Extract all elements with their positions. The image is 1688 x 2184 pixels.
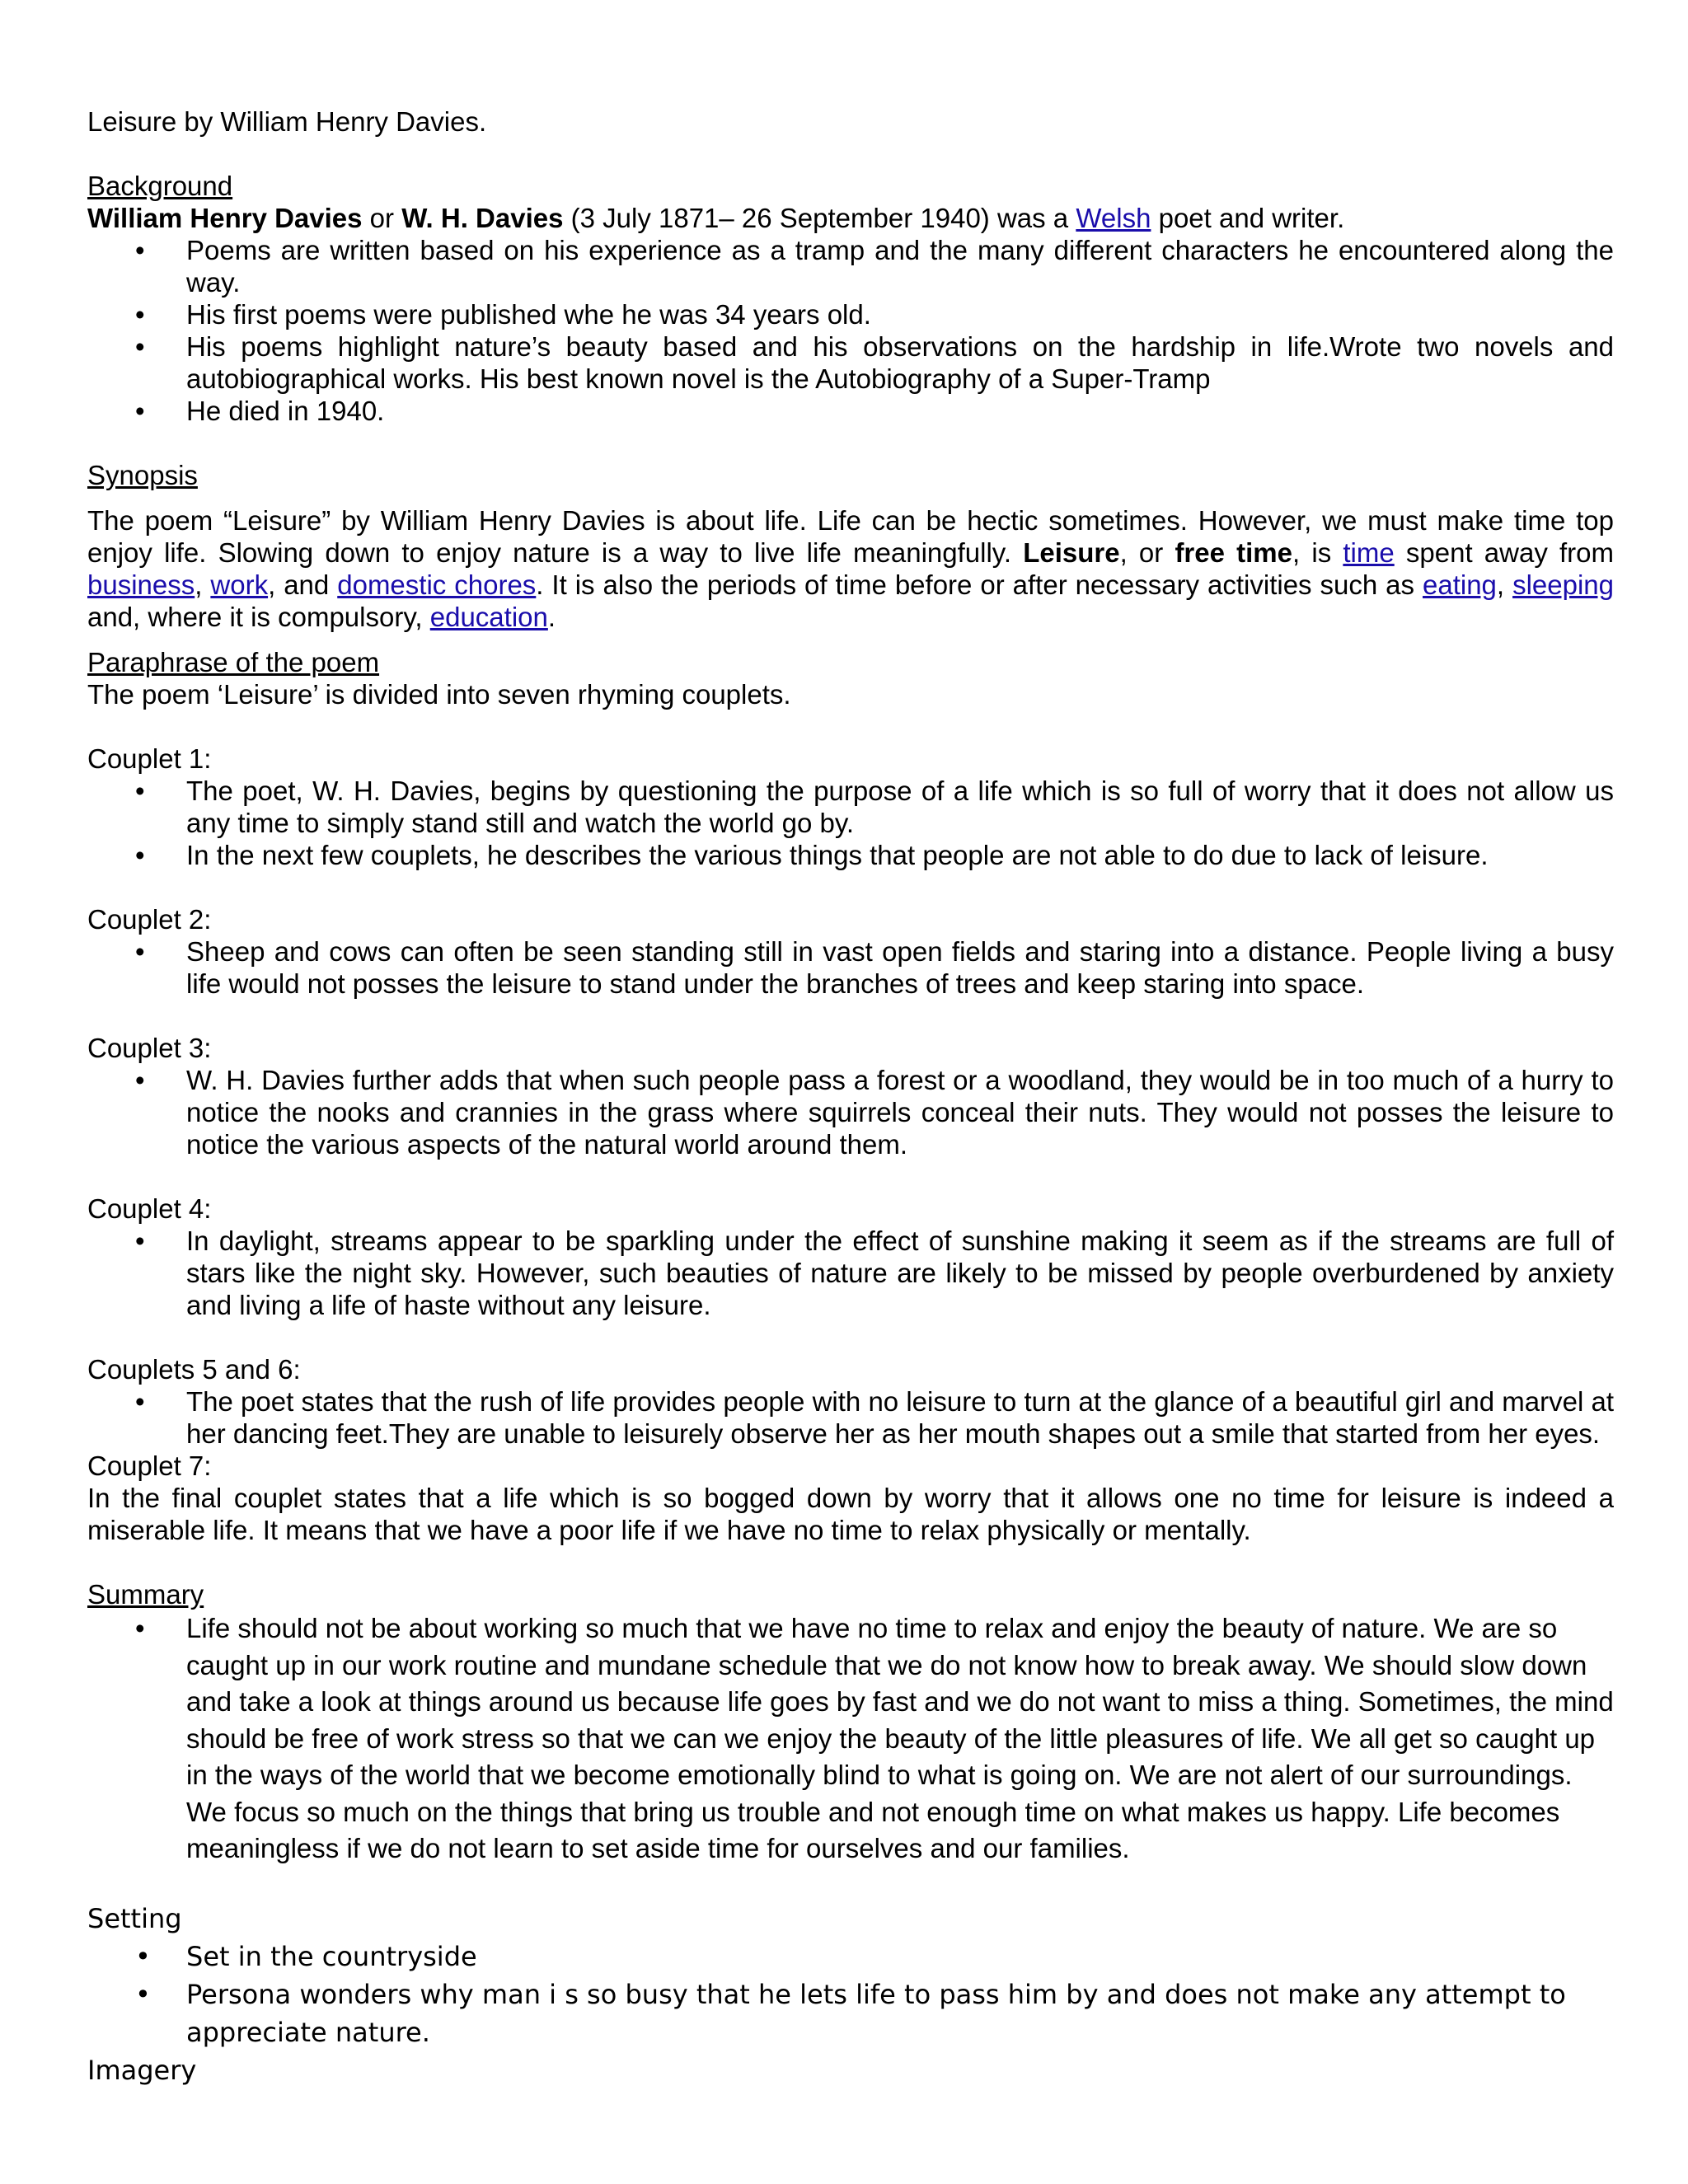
paraphrase-heading: Paraphrase of the poem — [87, 647, 380, 677]
list-item: • The poet states that the rush of life provides people with no leisure to turn at the glance of a beautiful girl and marvel at her dancing feet.They are unable to leisurely observe her as her mouth shapes out a smile that started from her eyes. — [87, 1385, 1614, 1450]
couplets-5-6-label: Couplets 5 and 6: — [87, 1354, 301, 1385]
couplets-5-6-bullets — [87, 1385, 1614, 1450]
imagery-heading: Imagery — [87, 2054, 197, 2086]
education-link[interactable]: education — [429, 602, 548, 632]
synopsis-paragraph: The poem “Leisure” by William Henry Davies is about life. Life can be hectic sometimes. However, we must make time top enjoy life. Slowing down to enjoy nature is a way to live life meaningfully. Leisure, or free time, is time spent away from business, work, and domestic chores. It is also the periods of time before or after necessary activities such as eating, sleeping and, where it is compulsory, education. — [87, 505, 1615, 632]
couplet-2-bullets — [87, 935, 1614, 1000]
list-item: • Life should not be about working so much that we have no time to relax and enjoy the beauty of nature. We are so caught up in our work routine and mundane schedule that we do not know how to break away. We should slow down and take a look at things around us because life goes by fast and we do not want to miss a thing. Sometimes, the mind should be free of work stress so that we can we enjoy the beauty of the little pleasures of life. We all get so caught up in the ways of the world that we become emotionally blind to what is going on. We are not alert of our surroundings. We focus so much on the things that bring us trouble and not enough time on what makes us happy. Life becomes meaningless if we do not learn to set aside time for ourselves and our families. — [87, 1610, 1614, 1868]
sleeping-link[interactable]: sleeping — [1512, 569, 1614, 600]
list-item: • Poems are written based on his experience as a tramp and the many different characters he encountered along the way. — [87, 234, 1614, 298]
list-item: • Persona wonders why man i s so busy that he lets life to pass him by and does not make any attempt to appreciate nature. — [87, 1975, 1614, 2051]
couplet-4-label: Couplet 4: — [87, 1193, 212, 1224]
list-item: • His first poems were published whe he was 34 years old. — [87, 298, 1614, 330]
work-link[interactable]: work — [210, 569, 269, 600]
couplet-7-text: In the final couplet states that a life which is so bogged down by worry that it allows one no time for leisure is indeed a miserable life. It means that we have a poor life if we have no time to relax physically or mentally. — [87, 1483, 1614, 1545]
setting-heading: Setting — [87, 1902, 182, 1934]
eating-link[interactable]: eating — [1423, 569, 1497, 600]
couplet-1-label: Couplet 1: — [87, 743, 212, 774]
list-item: • Set in the countryside — [87, 1938, 1614, 1975]
couplet-3-bullets — [87, 1064, 1614, 1160]
list-item: • His poems highlight nature’s beauty based and his observations on the hardship in life.Wrote two novels and autobiographical works. His best known novel is the Autobiography of a Super-Tramp — [87, 330, 1614, 395]
time-link[interactable]: time — [1343, 537, 1395, 568]
welsh-link[interactable]: Welsh — [1076, 203, 1151, 233]
couplet-2-label: Couplet 2: — [87, 904, 212, 935]
couplet-4-bullets — [87, 1225, 1614, 1321]
summary-heading: Summary — [87, 1579, 204, 1610]
domestic-chores-link[interactable]: domestic chores — [337, 569, 537, 600]
background-intro: William Henry Davies or W. H. Davies (3 July 1871– 26 September 1940) was a Welsh poet and writer. — [87, 203, 1345, 233]
business-link[interactable]: business — [87, 569, 195, 600]
list-item: • W. H. Davies further adds that when such people pass a forest or a woodland, they would be in too much of a hurry to notice the nooks and crannies in the grass where squirrels conceal their nuts. They would not posses the leisure to notice the various aspects of the natural world around them. — [87, 1064, 1614, 1160]
list-item: • In the next few couplets, he describes the various things that people are not able to do due to lack of leisure. — [87, 839, 1614, 871]
setting-bullets — [87, 1938, 1614, 2051]
couplet-3-label: Couplet 3: — [87, 1033, 212, 1063]
setting-section — [87, 1900, 1614, 2089]
author-full-name: William Henry Davies — [87, 203, 363, 233]
list-item: • Sheep and cows can often be seen standing still in vast open fields and staring into a distance. People living a busy life would not posses the leisure to stand under the branches of trees and keep staring into space. — [87, 935, 1614, 1000]
background-heading: Background — [87, 171, 233, 201]
summary-bullets — [87, 1610, 1614, 1868]
document-title: Leisure by William Henry Davies. — [87, 106, 487, 137]
background-bullets — [87, 234, 1614, 427]
couplet-7-label: Couplet 7: — [87, 1451, 212, 1481]
author-short-name: W. H. Davies — [401, 203, 564, 233]
synopsis-heading: Synopsis — [87, 460, 198, 490]
list-item: • In daylight, streams appear to be sparkling under the effect of sunshine making it seem as if the streams are full of stars like the night sky. However, such beauties of nature are likely to be missed by people overburdened by anxiety and living a life of haste without any leisure. — [87, 1225, 1614, 1321]
couplet-1-bullets — [87, 775, 1614, 871]
list-item: • The poet, W. H. Davies, begins by questioning the purpose of a life which is so full of worry that it does not allow us any time to simply stand still and watch the world go by. — [87, 775, 1614, 839]
paraphrase-intro: The poem ‘Leisure’ is divided into seven rhyming couplets. — [87, 679, 791, 710]
list-item: • He died in 1940. — [87, 395, 1614, 427]
